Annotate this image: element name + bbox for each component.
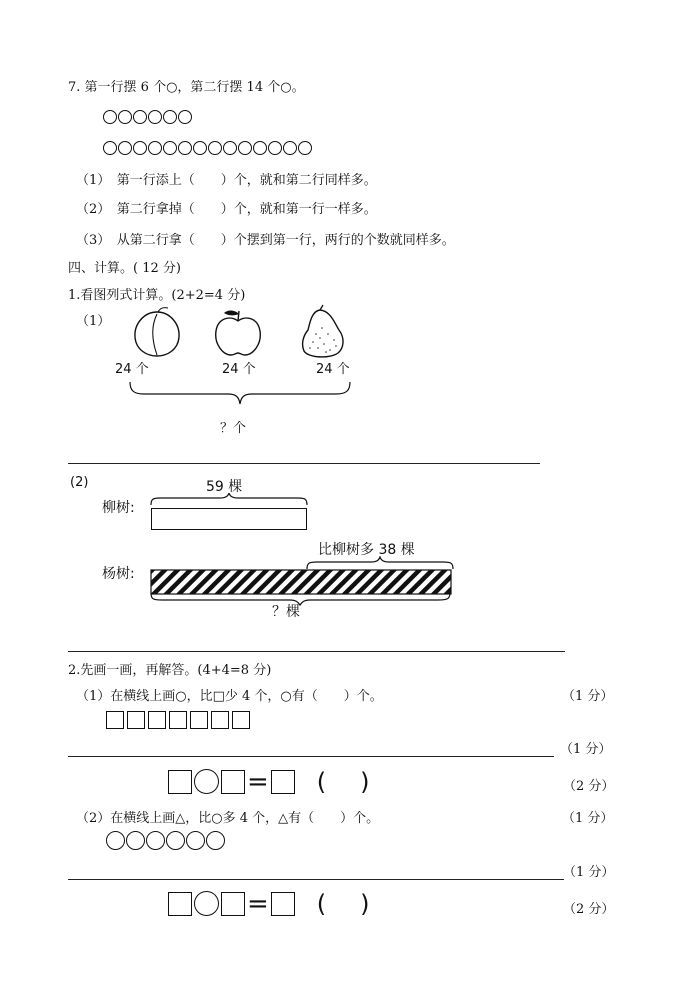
paren-open: (: [316, 767, 327, 796]
answer-line: [68, 651, 565, 652]
equation-2: [168, 888, 370, 919]
circle-shape: [223, 141, 237, 155]
square-shape: [211, 711, 229, 729]
circle-shape: [163, 110, 177, 124]
line1-score: （1 分）: [560, 742, 612, 757]
circles-row: [106, 831, 225, 850]
equation-box: [221, 892, 245, 916]
circle-shape: [148, 110, 162, 124]
fruit-label-1: 24 个: [115, 362, 149, 377]
squares-row: [106, 711, 250, 729]
q1-part1-label: （1）: [76, 314, 111, 329]
circle-shape: [208, 141, 222, 155]
square-shape: [148, 711, 166, 729]
square-shape: [169, 711, 187, 729]
q1-part2-label: (2): [70, 475, 89, 490]
q7-title: 7. 第一行摆 6 个○，第二行摆 14 个○。: [68, 80, 305, 95]
section4-title: 四、计算。( 12 分): [68, 261, 181, 276]
fruit-label-2: 24 个: [222, 362, 256, 377]
q7-sub1: （1） 第一行添上（ ）个，就和第二行同样多。: [76, 173, 377, 188]
willow-brace: [150, 493, 310, 507]
circle-shape: [106, 831, 125, 850]
equation-box: [271, 770, 295, 794]
circle-shape: [103, 110, 117, 124]
q7-row1-circles: [103, 110, 192, 124]
circle-shape: [133, 110, 147, 124]
circle-shape: [283, 141, 297, 155]
equation-box: [168, 892, 192, 916]
poplar-brace: [150, 592, 454, 606]
paren-close: ): [360, 767, 370, 796]
circle-shape: [146, 831, 165, 850]
circle-shape: [163, 141, 177, 155]
total-brace: [128, 380, 352, 420]
peach-icon: [128, 306, 186, 358]
square-shape: [127, 711, 145, 729]
q2-part2: （2）在横线上画△，比○多 4 个，△有（ ）个。: [76, 811, 380, 826]
circle-shape: [178, 141, 192, 155]
more-brace: [305, 556, 455, 570]
willow-label: 柳树:: [102, 500, 135, 516]
equation-circle: [194, 891, 219, 916]
circle-shape: [268, 141, 282, 155]
answer-line: [68, 463, 540, 464]
square-shape: [106, 711, 124, 729]
circle-shape: [178, 110, 192, 124]
more-label: 比柳树多 38 棵: [318, 542, 415, 558]
square-shape: [190, 711, 208, 729]
circle-shape: [148, 141, 162, 155]
fruit-label-3: 24 个: [316, 362, 350, 377]
poplar-label: 杨树:: [102, 566, 135, 582]
q2-title: 2.先画一画，再解答。(4+4=8 分): [68, 663, 272, 678]
equals-sign: =: [247, 888, 269, 919]
q7-row2-circles: [103, 141, 312, 155]
circle-shape: [298, 141, 312, 155]
square-shape: [232, 711, 250, 729]
draw-line: [68, 879, 564, 880]
circle-shape: [253, 141, 267, 155]
q2-part1: （1）在横线上画○，比□少 4 个，○有（ ）个。: [76, 689, 383, 704]
willow-bar: [151, 508, 307, 530]
equation-circle: [194, 769, 219, 794]
pear-icon: [298, 304, 348, 360]
draw-line: [68, 756, 554, 757]
circle-shape: [186, 831, 205, 850]
total-label: ？个: [220, 421, 247, 436]
eq1-score: （2 分）: [563, 779, 615, 794]
equals-sign: =: [247, 766, 269, 797]
apple-icon: [210, 306, 266, 358]
poplar-total: ？棵: [272, 604, 300, 620]
eq2-score: （2 分）: [563, 902, 615, 917]
equation-box: [168, 770, 192, 794]
equation-box: [271, 892, 295, 916]
circle-shape: [126, 831, 145, 850]
paren-open: (: [316, 889, 327, 918]
q7-sub3: （3） 从第二行拿（ ）个摆到第一行，两行的个数就同样多。: [76, 233, 455, 248]
q2-part2-score: （1 分）: [562, 811, 614, 826]
q7-sub2: （2） 第二行拿掉（ ）个，就和第一行一样多。: [76, 202, 377, 217]
circle-shape: [103, 141, 117, 155]
circle-shape: [193, 141, 207, 155]
equation-box: [221, 770, 245, 794]
circle-shape: [206, 831, 225, 850]
circle-shape: [118, 141, 132, 155]
line2-score: （1 分）: [563, 865, 615, 880]
equation-1: [168, 766, 370, 797]
circle-shape: [166, 831, 185, 850]
paren-close: ): [360, 889, 370, 918]
circle-shape: [118, 110, 132, 124]
willow-count: 59 棵: [206, 479, 243, 495]
q1-title: 1.看图列式计算。(2+2=4 分): [68, 288, 246, 303]
q2-part1-score: （1 分）: [562, 689, 614, 704]
circle-shape: [238, 141, 252, 155]
circle-shape: [133, 141, 147, 155]
